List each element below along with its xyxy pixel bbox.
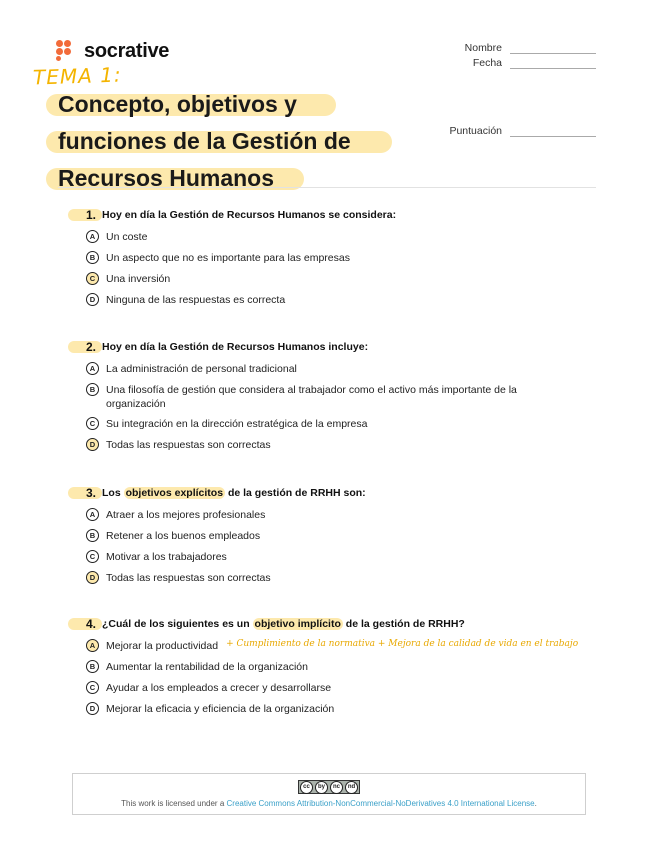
option-b[interactable] <box>60 383 600 411</box>
option-text: Su integración en la dirección estratégica de la empresa <box>106 418 368 430</box>
fecha-field[interactable] <box>473 57 596 69</box>
option-c[interactable] <box>60 681 600 696</box>
handwritten-note: + Cumplimiento de la normativa + Mejora de la calidad de vida en el trabajo <box>226 639 579 649</box>
license-text: This work is licensed under a Creative Commons Attribution-NonCommercial-NoDerivatives 4.0 International License. <box>121 799 537 808</box>
option-d[interactable] <box>60 293 600 308</box>
option-c[interactable] <box>60 417 600 432</box>
option-a[interactable] <box>60 508 600 523</box>
option-letter-c[interactable]: C <box>86 550 99 563</box>
option-text: Aumentar la rentabilidad de la organización <box>106 661 308 673</box>
option-letter-d-selected[interactable]: D <box>86 571 99 584</box>
option-text: Mejorar la eficacia y eficiencia de la organización <box>106 703 335 715</box>
highlight-objetivos-explicitos: objetivos explícitos <box>125 487 224 499</box>
option-letter-d[interactable]: D <box>86 293 99 306</box>
option-letter-a[interactable]: A <box>86 230 99 243</box>
question-header <box>60 338 600 356</box>
question-header <box>60 206 600 224</box>
option-text: Atraer a los mejores profesionales <box>106 509 266 521</box>
title-line: Concepto, objetivos y <box>46 88 351 122</box>
question-number: 1. <box>85 208 96 222</box>
option-b[interactable] <box>60 529 600 544</box>
page-title <box>46 88 351 199</box>
highlight-objetivo-implicito: objetivo implícito <box>254 618 341 630</box>
option-letter-b[interactable]: B <box>86 529 99 542</box>
option-c[interactable] <box>60 272 600 287</box>
option-letter-b[interactable]: B <box>86 251 99 264</box>
option-letter-c[interactable]: C <box>86 417 99 430</box>
option-text: Mejorar la productividad <box>106 640 219 652</box>
option-a[interactable] <box>60 639 600 654</box>
socrative-logo <box>56 38 169 64</box>
question-1 <box>60 206 600 308</box>
question-text: Los objetivos explícitos de la gestión de RRHH son: <box>102 487 366 499</box>
fecha-label: Fecha <box>472 57 502 69</box>
handwritten-tema: TEMA 1: <box>32 62 123 90</box>
question-number: 4. <box>85 617 96 631</box>
option-d[interactable] <box>60 702 600 717</box>
option-letter-b[interactable]: B <box>86 660 99 673</box>
nombre-line[interactable] <box>510 43 596 54</box>
fecha-line[interactable] <box>510 58 596 69</box>
option-b[interactable] <box>60 660 600 675</box>
option-text: La administración de personal tradicional <box>106 363 297 375</box>
header-divider <box>58 187 596 188</box>
question-number: 3. <box>85 486 96 500</box>
option-text: Ayudar a los empleados a crecer y desarrollarse <box>106 682 332 694</box>
question-text: Hoy en día la Gestión de Recursos Humanos se considera: <box>102 209 397 221</box>
option-d[interactable] <box>60 438 600 453</box>
option-a[interactable] <box>60 362 600 377</box>
cc-license-badge-icon[interactable]: cc by nc nd <box>298 780 360 794</box>
license-box <box>72 773 586 815</box>
option-text: Una inversión <box>106 273 171 285</box>
question-header <box>60 484 600 502</box>
option-text: Un coste <box>106 231 148 243</box>
option-letter-a[interactable]: A <box>86 362 99 375</box>
question-header <box>60 615 600 633</box>
option-text: Ninguna de las respuestas es correcta <box>106 294 286 306</box>
question-text: Hoy en día la Gestión de Recursos Humanos incluye: <box>102 341 369 353</box>
option-letter-a[interactable]: A <box>86 508 99 521</box>
nombre-label: Nombre <box>464 42 502 54</box>
question-3 <box>60 484 600 586</box>
option-text: Motivar a los trabajadores <box>106 551 227 563</box>
puntuacion-field[interactable] <box>449 125 596 137</box>
option-text: Todas las respuestas son correctas <box>106 572 271 584</box>
title-line: funciones de la Gestión de <box>46 125 351 159</box>
nombre-field[interactable] <box>465 42 596 54</box>
option-c[interactable] <box>60 550 600 565</box>
puntuacion-line[interactable] <box>510 126 596 137</box>
title-line: Recursos Humanos <box>46 162 351 196</box>
option-letter-c-selected[interactable]: C <box>86 272 99 285</box>
question-number: 2. <box>85 340 96 354</box>
option-text: Retener a los buenos empleados <box>106 530 261 542</box>
option-letter-a-selected[interactable]: A <box>86 639 99 652</box>
option-a[interactable] <box>60 230 600 245</box>
question-2 <box>60 338 600 453</box>
question-4 <box>60 615 600 717</box>
socrative-logo-icon <box>56 40 78 62</box>
puntuacion-label: Puntuación <box>449 125 502 137</box>
option-d[interactable] <box>60 571 600 586</box>
option-text: Una filosofía de gestión que considera al trabajador como el activo más importante de la organización <box>106 384 517 410</box>
logo-text: socrative <box>84 39 170 62</box>
option-letter-b[interactable]: B <box>86 383 99 396</box>
option-letter-d-selected[interactable]: D <box>86 438 99 451</box>
option-b[interactable] <box>60 251 600 266</box>
option-letter-c[interactable]: C <box>86 681 99 694</box>
option-letter-d[interactable]: D <box>86 702 99 715</box>
question-text: ¿Cuál de los siguientes es un objetivo implícito de la gestión de RRHH? <box>102 618 465 630</box>
license-link[interactable]: Creative Commons Attribution-NonCommercial-NoDerivatives 4.0 International License <box>226 799 535 808</box>
option-text: Todas las respuestas son correctas <box>106 439 271 451</box>
option-text: Un aspecto que no es importante para las empresas <box>106 252 350 264</box>
